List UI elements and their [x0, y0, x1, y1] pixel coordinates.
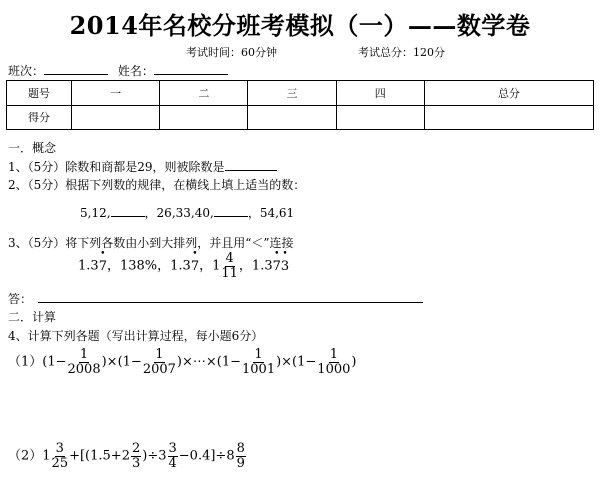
number-part: ，1.3 — [238, 258, 273, 274]
name-label: 姓名： — [117, 64, 154, 78]
fraction: $\frac{1}{2008}$ — [67, 347, 101, 377]
class-blank[interactable] — [44, 62, 108, 75]
seq-blank[interactable] — [214, 204, 248, 217]
score-header-cell: 三 — [248, 81, 336, 106]
fraction: $\frac{4}{11}$ — [221, 251, 238, 281]
question-1-text: 1、（5分）除数和商都是29，则被除数是 — [8, 160, 225, 174]
score-header-cell: 二 — [160, 81, 248, 106]
score-header-cell: 四 — [336, 81, 424, 106]
repeating-digit: • 7 — [99, 259, 107, 274]
number-part: ，138%，1.3 — [106, 258, 191, 274]
answer-blank[interactable] — [225, 158, 277, 171]
score-cell[interactable] — [248, 105, 336, 130]
score-table — [6, 80, 594, 130]
seq-part: 5,12, — [80, 206, 111, 220]
class-name-row — [8, 62, 228, 79]
number-part: ，1 — [199, 258, 221, 274]
repeating-digit: • 7 — [191, 259, 199, 274]
answer-line[interactable] — [38, 290, 423, 303]
question-2: 2、（5分）根据下列数的规律，在横线上填上适当的数： — [8, 178, 306, 192]
question-3: 3、（5分）将下列各数由小到大排列，并且用“＜”连接 — [8, 236, 294, 250]
question-3-items — [78, 252, 289, 280]
total-score: 考试总分：120分 — [358, 46, 445, 59]
fraction: $\frac{2}{3}$ — [131, 441, 141, 471]
fraction: $\frac{3}{4}$ — [168, 441, 177, 471]
fraction: $\frac{1}{2007}$ — [142, 347, 176, 377]
score-value-row — [7, 105, 594, 130]
page-title: 2014年名校分班考模拟（一）——数学卷 — [69, 11, 531, 40]
seq-part: ，54,61 — [247, 206, 295, 220]
class-label: 班次： — [8, 64, 45, 78]
score-cell[interactable] — [424, 105, 593, 130]
expression-1: （1）(1− $\frac{1}{2008}$ )×(1− $\frac{1}{2007}$ )×⋯×(1− $\frac{1}{1001}$ )×(1− $\frac{1}{1000}$ ) — [8, 347, 357, 377]
fraction: $\frac{3}{25}$ — [51, 441, 69, 471]
expression-2: （2）1 $\frac{3}{25}$ +[(1.5+2 $\frac{2}{3}$ )÷3 $\frac{3}{4}$ −0.4]÷8 $\frac{8}{9}$ — [8, 441, 245, 471]
section1-title: 一．概念 — [8, 141, 57, 155]
fraction: $\frac{1}{1000}$ — [317, 347, 351, 377]
score-header-cell: 总分 — [424, 81, 593, 106]
exam-time: 考试时间：60分钟 — [186, 46, 277, 59]
score-cell[interactable] — [72, 105, 160, 130]
number-part: 1.3 — [78, 258, 99, 274]
score-row-label: 得分 — [7, 105, 72, 130]
repeating-digit: • 3 — [281, 259, 289, 274]
name-blank[interactable] — [154, 62, 228, 75]
repeating-digit: • 7 — [273, 259, 281, 274]
score-header-row — [7, 81, 594, 106]
answer-row — [8, 290, 423, 307]
question-4: 4、计算下列各题（写出计算过程，每小题6分） — [8, 329, 264, 343]
score-header-cell: 题号 — [7, 81, 72, 106]
seq-part: ，26,33,40, — [144, 206, 214, 220]
seq-blank[interactable] — [111, 204, 145, 217]
answer-label: 答： — [8, 292, 33, 306]
question-1 — [8, 158, 277, 175]
fraction: $\frac{1}{1001}$ — [242, 347, 276, 377]
fraction: $\frac{8}{9}$ — [236, 441, 245, 471]
score-cell[interactable] — [160, 105, 248, 130]
score-cell[interactable] — [336, 105, 424, 130]
score-header-cell: 一 — [72, 81, 160, 106]
question-2-sequence — [80, 204, 294, 221]
section2-title: 二．计算 — [8, 310, 57, 324]
